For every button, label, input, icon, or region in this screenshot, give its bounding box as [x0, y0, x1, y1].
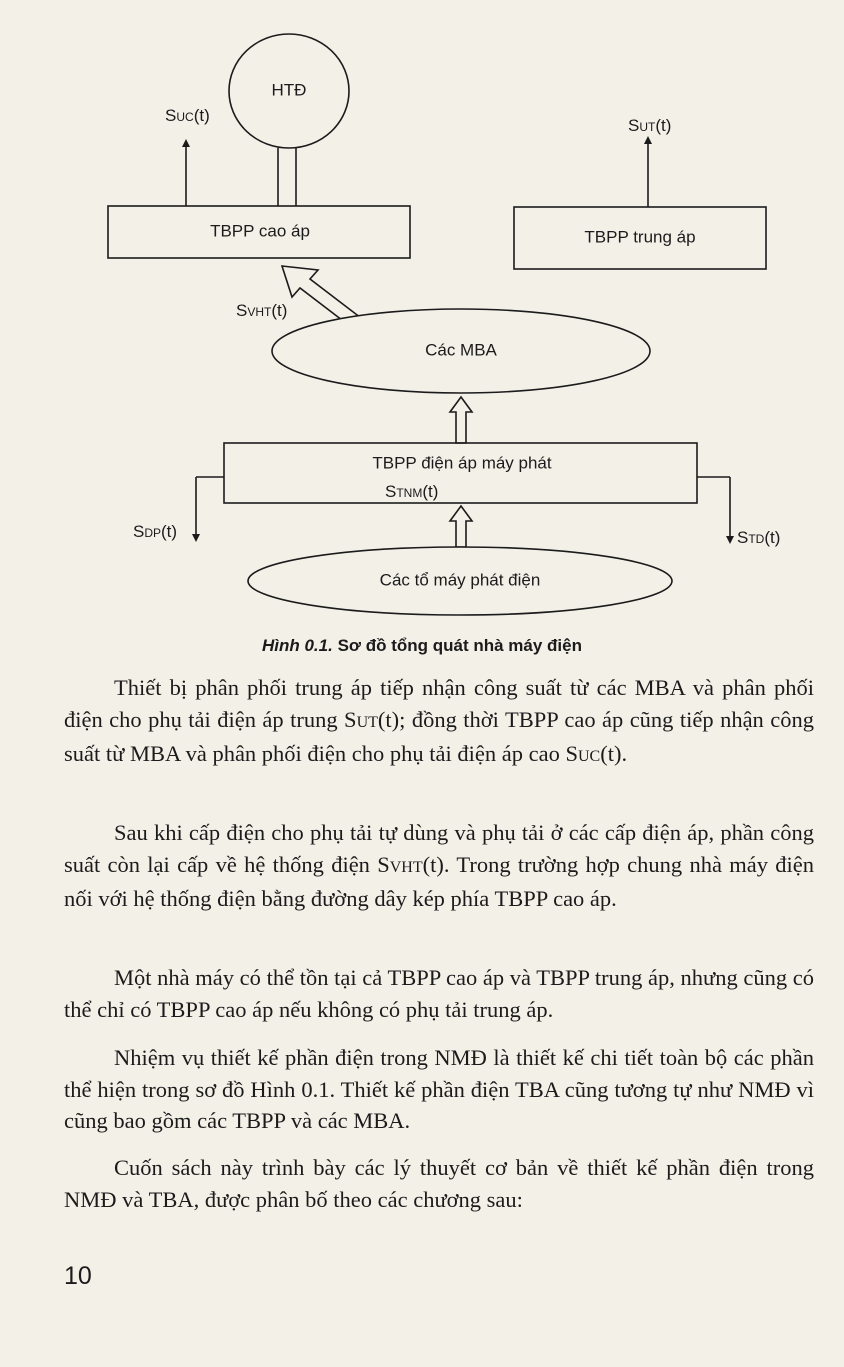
svht-label: SVHT(t) [236, 301, 288, 320]
stnm-hollow-arrow [450, 506, 472, 547]
sut-label: SUT(t) [628, 116, 672, 135]
page-number: 10 [64, 1262, 92, 1290]
cac-to-may-label: Các tổ máy phát điện [379, 570, 541, 590]
cac-mba-label: Các MBA [425, 340, 497, 360]
caption-text: Sơ đồ tổng quát nhà máy điện [332, 636, 582, 655]
suc-label: SUC(t) [165, 106, 210, 125]
hollow-arrow-to-mba [450, 397, 472, 443]
tbpp-may-phat-label: TBPP điện áp máy phát [372, 453, 552, 473]
sdp-label: SDP(t) [133, 522, 178, 541]
htd-label: HTĐ [271, 80, 307, 100]
tbpp-cao-ap-label: TBPP cao áp [210, 221, 310, 241]
paragraph-5: Cuốn sách này trình bày các lý thuyết cơ bản về thiết kế phần điện trong NMĐ và TBA, được phân bố theo các chương sau: [64, 1155, 814, 1212]
power-plant-diagram [0, 0, 844, 630]
paragraph-3: Một nhà máy có thể tồn tại cả TBPP cao áp và TBPP trung áp, nhưng cũng có thể chỉ có TBPP cao áp nếu không có phụ tải trung áp. [64, 965, 814, 1022]
tbpp-dien-ap-may-phat-box [224, 443, 697, 503]
tbpp-trung-ap-label: TBPP trung áp [584, 227, 696, 247]
figure-caption [0, 636, 844, 656]
stnm-label: STNM(t) [385, 482, 439, 501]
paragraph-2: Sau khi cấp điện cho phụ tải tự dùng và phụ tải ở các cấp điện áp, phần công suất còn lại cấp về hệ thống điện SVHT(t). Trong trường hợp chung nhà máy điện nối với hệ thống điện bằng đường dây kép phía TBPP cao áp. [64, 820, 815, 911]
caption-label: Hình 0.1. [261, 636, 333, 655]
paragraph-4: Nhiệm vụ thiết kế phần điện trong NMĐ là thiết kế chi tiết toàn bộ các phần thể hiện trong sơ đồ Hình 0.1. Thiết kế phần điện TBA cũng tương tự như NMĐ vì cũng bao gồm các TBPP và các MBA. [64, 1045, 814, 1133]
paragraph-1: Thiết bị phân phối trung áp tiếp nhận công suất từ các MBA và phân phối điện cho phụ tải điện áp trung SUT(t); đồng thời TBPP cao áp cũng tiếp nhận công suất từ MBA và phân phối điện cho phụ tải điện áp cao SUC(t). [64, 675, 814, 766]
std-label: STD(t) [737, 528, 781, 547]
